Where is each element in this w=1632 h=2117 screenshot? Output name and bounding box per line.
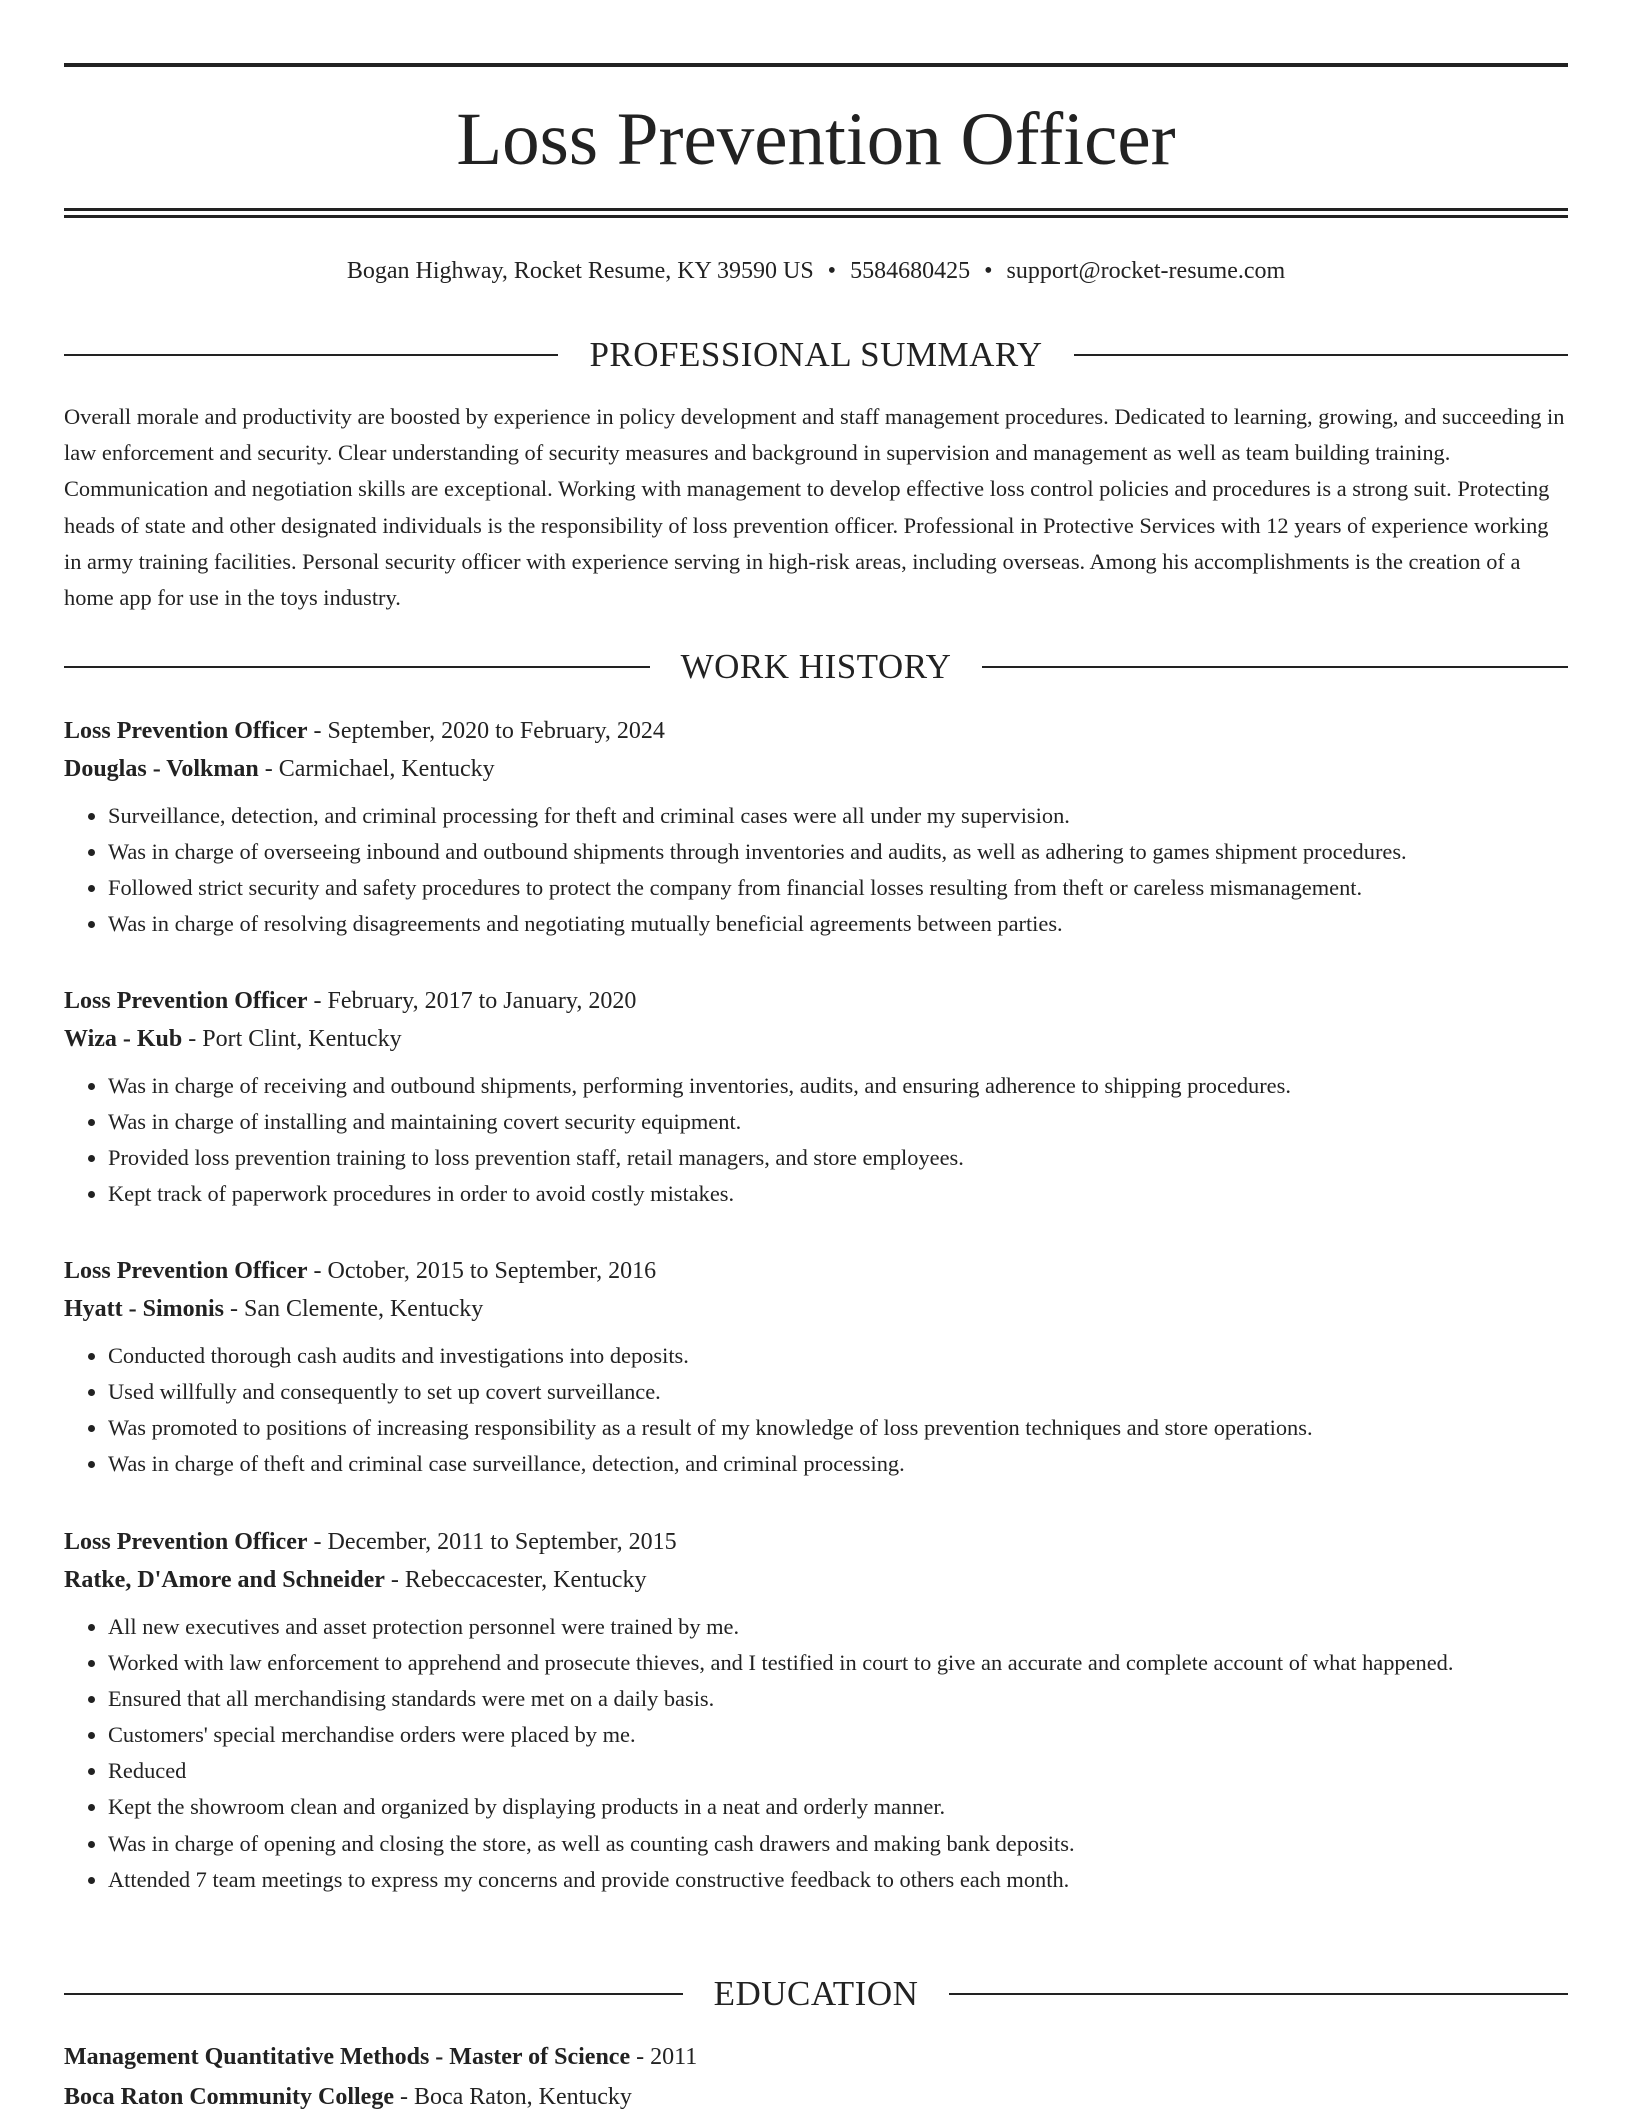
title-rule-upper	[64, 208, 1568, 211]
job-bullet: • Ensured that all merchandising standards were met on a daily basis.	[108, 1681, 1568, 1717]
job-bullets	[64, 1338, 1568, 1482]
job-bullet: • Attended 7 team meetings to express my concerns and provide constructive feedback to others each month.	[108, 1862, 1568, 1898]
resume-title: Loss Prevention Officer	[456, 98, 1176, 181]
job-title-line	[64, 712, 1568, 750]
job-bullet: • Followed strict security and safety procedures to protect the company from financial losses resulting from theft or careless mismanagement.	[108, 870, 1568, 906]
job-bullet: • Provided loss prevention training to loss prevention staff, retail managers, and store employees.	[108, 1140, 1568, 1176]
job-dates: - October, 2015 to September, 2016	[307, 1258, 657, 1284]
job-title: Loss Prevention Officer	[64, 718, 308, 744]
job-location: - Carmichael, Kentucky	[258, 756, 495, 782]
top-rule	[64, 63, 1568, 67]
contact-separator: •	[984, 258, 993, 284]
job-location: - San Clemente, Kentucky	[224, 1296, 484, 1322]
heading-rule	[64, 1993, 683, 1995]
heading-rule	[982, 666, 1568, 668]
education-year: - 2011	[630, 2044, 698, 2070]
section-title: PROFESSIONAL SUMMARY	[589, 335, 1043, 374]
job-company: Douglas - Volkman	[64, 756, 259, 782]
section-title: WORK HISTORY	[680, 647, 952, 686]
job-bullet: • Reduced	[108, 1753, 1568, 1789]
education-degree-line	[64, 2037, 1568, 2077]
job-bullet: • Worked with law enforcement to apprehend and prosecute thieves, and I testified in court to give an accurate and complete account of what happened.	[108, 1645, 1568, 1681]
job-bullet: • All new executives and asset protection personnel were trained by me.	[108, 1609, 1568, 1645]
job-location: - Rebeccacester, Kentucky	[384, 1567, 647, 1593]
job-company: Wiza - Kub	[64, 1026, 183, 1052]
job-bullet: • Was promoted to positions of increasing responsibility as a result of my knowledge of loss prevention techniques and store operations.	[108, 1410, 1568, 1446]
education-location: - Boca Raton, Kentucky	[393, 2084, 632, 2110]
education-entry	[64, 2037, 1568, 2117]
job-bullet: • Surveillance, detection, and criminal processing for theft and criminal cases were all under my supervision.	[108, 798, 1568, 834]
job-company: Hyatt - Simonis	[64, 1296, 225, 1322]
job-entry	[64, 1252, 1568, 1482]
job-bullet: • Was in charge of opening and closing the store, as well as counting cash drawers and making bank deposits.	[108, 1826, 1568, 1862]
job-company: Ratke, D'Amore and Schneider	[64, 1567, 385, 1593]
job-bullet: • Used willfully and consequently to set up covert surveillance.	[108, 1374, 1568, 1410]
contact-email: support@rocket-resume.com	[1006, 258, 1286, 284]
job-entry	[64, 982, 1568, 1212]
job-title: Loss Prevention Officer	[64, 1529, 308, 1555]
job-title: Loss Prevention Officer	[64, 988, 308, 1014]
job-title: Loss Prevention Officer	[64, 1258, 308, 1284]
job-bullet: • Was in charge of theft and criminal case surveillance, detection, and criminal processing.	[108, 1446, 1568, 1482]
job-bullets	[64, 798, 1568, 942]
education-degree: Management Quantitative Methods - Master of Science	[64, 2044, 631, 2070]
job-bullet: • Was in charge of overseeing inbound and outbound shipments through inventories and audits, as well as adhering to games shipment procedures.	[108, 834, 1568, 870]
job-company-line	[64, 750, 1568, 788]
job-company-line	[64, 1020, 1568, 1058]
job-title-line	[64, 1523, 1568, 1561]
heading-rule	[64, 666, 650, 668]
contact-separator: •	[827, 258, 837, 284]
section-heading-summary	[64, 333, 1568, 377]
job-location: - Port Clint, Kentucky	[182, 1026, 402, 1052]
education-school-line	[64, 2077, 1568, 2117]
job-title-line	[64, 982, 1568, 1020]
job-entry	[64, 1523, 1568, 1898]
heading-rule	[949, 1993, 1568, 1995]
job-entry	[64, 712, 1568, 942]
job-company-line	[64, 1290, 1568, 1328]
job-bullet: • Customers' special merchandise orders were placed by me.	[108, 1717, 1568, 1753]
contact-line	[64, 254, 1568, 288]
job-bullet: • Was in charge of installing and maintaining covert security equipment.	[108, 1104, 1568, 1140]
section-heading-education	[64, 1972, 1568, 2016]
job-bullet: • Was in charge of receiving and outbound shipments, performing inventories, audits, and ensuring adherence to shipping procedures.	[108, 1068, 1568, 1104]
job-bullets	[64, 1068, 1568, 1212]
job-dates: - December, 2011 to September, 2015	[307, 1529, 677, 1555]
heading-rule	[1074, 354, 1568, 356]
job-bullet: • Was in charge of resolving disagreements and negotiating mutually beneficial agreements between parties.	[108, 906, 1568, 942]
job-bullet: • Conducted thorough cash audits and investigations into deposits.	[108, 1338, 1568, 1374]
section-heading-work-history	[64, 645, 1568, 689]
title-rule-lower	[64, 215, 1568, 218]
job-company-line	[64, 1561, 1568, 1599]
heading-rule	[64, 354, 558, 356]
education-school: Boca Raton Community College	[64, 2084, 394, 2110]
professional-summary: Overall morale and productivity are boosted by experience in policy development and staff management procedures. Dedicated to learning, growing, and succeeding in law enforcement and security. Clear understanding of security measures and background in supervision and management as well as team building training. Communication and negotiation skills are exceptional. Working with management to develop effective loss control policies and procedures is a strong suit. Protecting heads of state and other designated individuals is the responsibility of loss prevention officer. Professional in Protective Services with 12 years of experience working in army training facilities. Personal security officer with experience serving in high-risk areas, including overseas. Among his accomplishments is the creation of a home app for use in the toys industry.	[64, 404, 1565, 611]
job-bullet: • Kept track of paperwork procedures in order to avoid costly mistakes.	[108, 1176, 1568, 1212]
job-dates: - September, 2020 to February, 2024	[307, 718, 665, 744]
contact-address: Bogan Highway, Rocket Resume, KY 39590 US	[346, 258, 814, 284]
contact-phone: 5584680425	[850, 258, 971, 284]
section-title: EDUCATION	[713, 1974, 919, 2013]
job-bullets	[64, 1609, 1568, 1898]
job-dates: - February, 2017 to January, 2020	[307, 988, 637, 1014]
job-title-line	[64, 1252, 1568, 1290]
job-bullet: • Kept the showroom clean and organized by displaying products in a neat and orderly manner.	[108, 1789, 1568, 1825]
